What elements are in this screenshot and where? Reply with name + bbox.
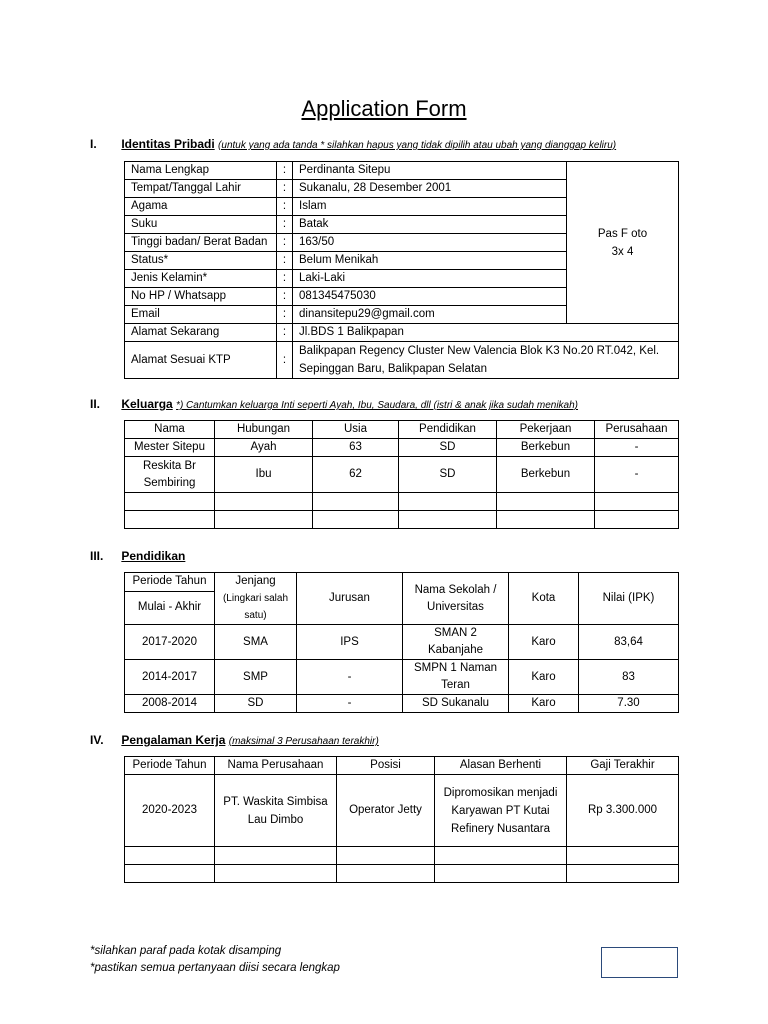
section-keluarga-heading: II. Keluarga *) Cantumkan keluarga Inti seperti Ayah, Ibu, Saudara, dll (istri & anak jika sudah menikah) xyxy=(90,397,579,411)
identitas-table: Nama Lengkap : Perdinanta Sitepu Pas F oto 3x 4 Tempat/Tanggal Lahir : Sukanalu, 28 Desember 2001 Agama : Islam Suku : Batak Tinggi badan/ Berat Badan : 163/50 Status* : Belum Menikah Jenis Kelamin* : Laki-Laki No HP / Whatsapp : 081345475030 Email : dinansitepu29@gmail.com Alamat Sekarang : Jl.BDS 1 Balikpapan Alamat Sesuai KTP : Balikpapan Regency Cluster New Valencia Blok K3 No.20 RT.042, Kel. Sepinggan Baru, Balikpapan Selatan xyxy=(124,161,679,379)
footer-note-lengkap: *pastikan semua pertanyaan diisi secara lengkap xyxy=(90,962,340,974)
table-row: Reskita Br Sembiring Ibu 62 SD Berkebun - xyxy=(125,457,679,493)
footer-note-paraf: *silahkan paraf pada kotak disamping xyxy=(90,945,282,957)
page-title: Application Form xyxy=(301,96,467,121)
photo-box: Pas F oto 3x 4 xyxy=(567,162,679,324)
table-row: 2014-2017 SMP - SMPN 1 Naman Teran Karo 83 xyxy=(125,660,679,695)
pengalaman-table: Periode Tahun Nama Perusahaan Posisi Alasan Berhenti Gaji Terakhir 2020-2023 PT. Waskita Simbisa Lau Dimbo Operator Jetty Dipromosikan menjadi Karyawan PT Kutai Refinery Nusantara Rp 3.300.000 xyxy=(124,756,679,883)
table-row-empty xyxy=(125,847,679,865)
section-pendidikan-heading: III. Pendidikan xyxy=(90,549,186,563)
table-row: 2008-2014 SD - SD Sukanalu Karo 7.30 xyxy=(125,695,679,713)
paraf-box[interactable] xyxy=(601,947,678,978)
label-nama: Nama Lengkap xyxy=(125,162,277,180)
value-suku: Batak xyxy=(293,216,567,234)
section-pengalaman-heading: IV. Pengalaman Kerja (maksimal 3 Perusahaan terakhir) xyxy=(90,733,379,747)
value-jenis-kelamin: Laki-Laki xyxy=(293,270,567,288)
table-row: 2020-2023 PT. Waskita Simbisa Lau Dimbo Operator Jetty Dipromosikan menjadi Karyawan PT Kutai Refinery Nusantara Rp 3.300.000 xyxy=(125,775,679,847)
value-tinggi-berat: 163/50 xyxy=(293,234,567,252)
section-identitas-heading: I. Identitas Pribadi (untuk yang ada tanda * silahkan hapus yang tidak dipilih atau ubah yang dianggap keliru) xyxy=(90,137,617,151)
table-row: 2017-2020 SMA IPS SMAN 2 Kabanjahe Karo 83,64 xyxy=(125,625,679,660)
value-alamat-ktp: Balikpapan Regency Cluster New Valencia Blok K3 No.20 RT.042, Kel. Sepinggan Baru, Balikpapan Selatan xyxy=(293,342,679,379)
table-row-empty xyxy=(125,865,679,883)
table-row: Mester Sitepu Ayah 63 SD Berkebun - xyxy=(125,439,679,457)
value-ttl: Sukanalu, 28 Desember 2001 xyxy=(293,180,567,198)
table-row-empty xyxy=(125,493,679,511)
value-status: Belum Menikah xyxy=(293,252,567,270)
value-no-hp: 081345475030 xyxy=(293,288,567,306)
table-row-empty xyxy=(125,511,679,529)
value-agama: Islam xyxy=(293,198,567,216)
value-email: dinansitepu29@gmail.com xyxy=(293,306,567,324)
value-alamat-sekarang: Jl.BDS 1 Balikpapan xyxy=(293,324,679,342)
value-nama: Perdinanta Sitepu xyxy=(293,162,567,180)
keluarga-table: Nama Hubungan Usia Pendidikan Pekerjaan Perusahaan Mester Sitepu Ayah 63 SD Berkebun - Reskita Br Sembiring Ibu 62 SD Berkebun - xyxy=(124,420,679,529)
pendidikan-table: Periode Tahun Jenjang (Lingkari salah satu) Jurusan Nama Sekolah / Universitas Kota Nilai (IPK) Mulai - Akhir 2017-2020 SMA IPS SMAN 2 Kabanjahe Karo 83,64 2014-2017 SMP - SMPN 1 Naman Teran Karo 83 2008-2014 SD - SD Sukanalu Karo 7.30 xyxy=(124,572,679,713)
